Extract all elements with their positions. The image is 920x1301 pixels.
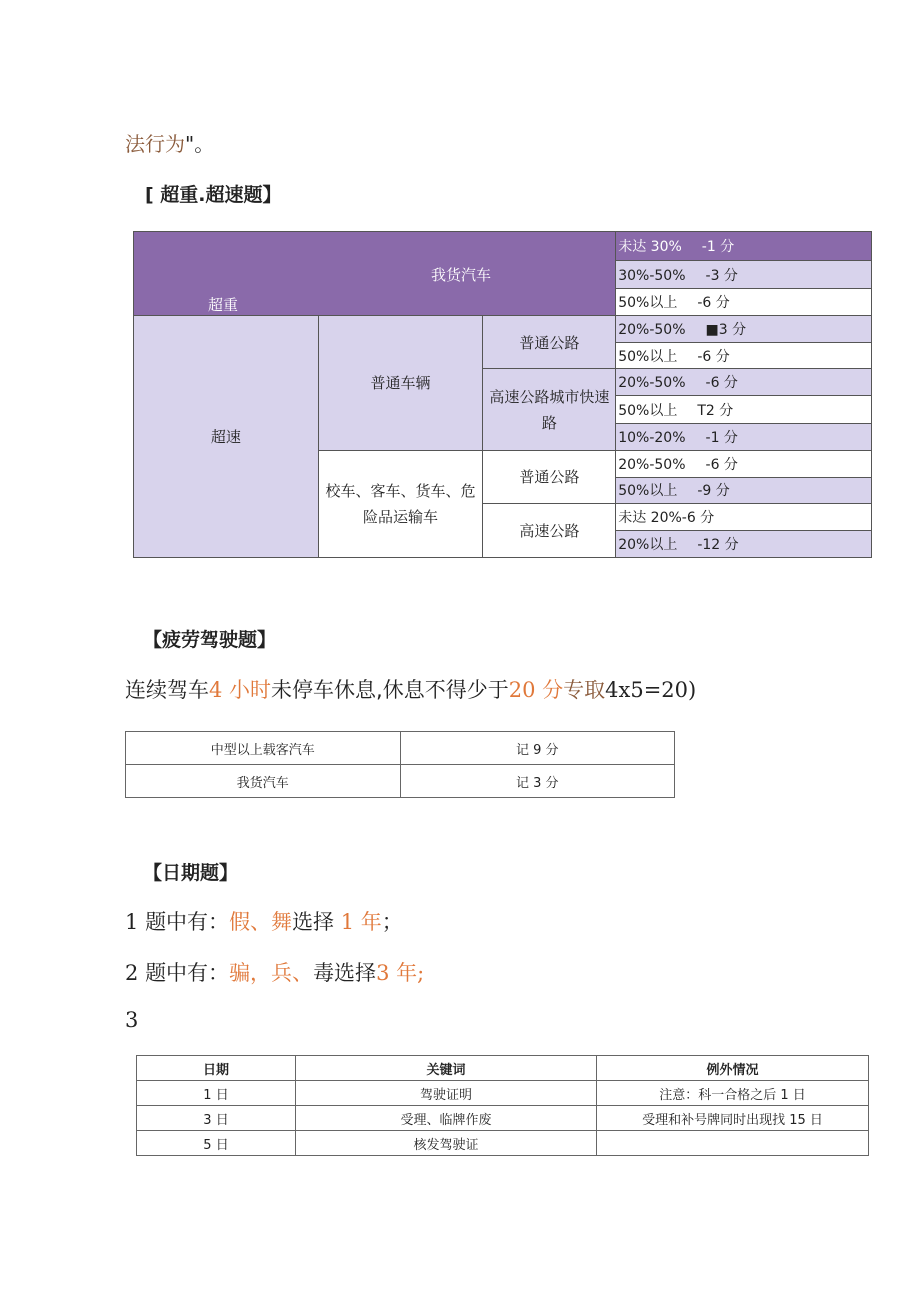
table-row [126,732,675,765]
special-vehicle: 校车、客车、货车、危险品运输车 [318,450,483,557]
table-row [137,1106,869,1131]
special-highway-row-2: 20%以上 -12 分 [616,530,872,557]
overweight-row-3: 50%以上 -6 分 [616,289,872,316]
fatigue-text: 连续驾车4 小时未停车休息,休息不得少于20 分专取4x5=20) [125,678,697,702]
highway-row-1: 20%-50% -6 分 [616,369,872,396]
date-line-3: 3 [125,1008,139,1032]
speeding-heading: [ 超重.超速题】 [145,184,282,206]
fatigue-vehicle-1: 中型以上载客汽车 [126,732,401,765]
table-cell: 受理和补号牌同时出现找 15 日 [597,1106,869,1131]
overweight-speeding-table [133,231,872,558]
fatigue-heading: 【疲劳驾驶题】 [143,629,277,651]
table-cell: 核发驾驶证 [296,1131,597,1156]
date-heading: 【日期题】 [143,862,239,884]
table-cell: 驾驶证明 [296,1081,597,1106]
date-table [136,1055,869,1156]
table-cell: 注意：科一合格之后 1 日 [597,1081,869,1106]
special-highway: 高速公路 [483,503,616,557]
table-header-row [137,1056,869,1081]
special-normal-row-2: 50%以上 -9 分 [616,477,872,503]
header-date: 日期 [137,1056,296,1081]
date-line-2: 2 题中有：骗，兵、毒选择3 年; [125,961,425,985]
normal-vehicle: 普通车辆 [318,316,483,450]
fatigue-points-2: 记 3 分 [400,765,675,798]
normal-road-row-1: 20%-50% ■3 分 [616,316,872,343]
normal-road: 普通公路 [483,316,616,369]
special-normal-road: 普通公路 [483,450,616,503]
overweight-row-2: 30%-50% -3 分 [616,261,872,289]
overweight-cell [134,232,616,316]
highway-row-2: 50%以上 T2 分 [616,396,872,423]
overweight-label: 超重 [208,296,239,314]
table-row [126,765,675,798]
speeding-label: 超速 [134,316,319,558]
intro-prefix: 法行为 [125,132,185,156]
overweight-vehicle: 我货汽车 [431,266,492,284]
table-cell: 1 日 [137,1081,296,1106]
highway-label: 高速公路城市快速路 [483,369,616,450]
table-cell: 3 日 [137,1106,296,1131]
fatigue-points-1: 记 9 分 [400,732,675,765]
special-normal-row-1: 20%-50% -6 分 [616,450,872,477]
intro-line [125,128,214,157]
table-row [137,1131,869,1156]
table-cell: 受理、临牌作废 [296,1106,597,1131]
fatigue-vehicle-2: 我货汽车 [126,765,401,798]
table-cell: 5 日 [137,1131,296,1156]
table-row [137,1081,869,1106]
table-cell [597,1131,869,1156]
fatigue-table [125,731,675,798]
overweight-row-1: 未达 30% -1 分 [616,232,872,261]
header-exception: 例外情况 [597,1056,869,1081]
date-line-1: 1 题中有：假、舞选择 1 年； [125,910,403,934]
highway-row-3: 10%-20% -1 分 [616,423,872,450]
normal-road-row-2: 50%以上 -6 分 [616,343,872,369]
special-highway-row-1: 未达 20%-6 分 [616,503,872,530]
intro-suffix: "。 [185,132,215,156]
header-keyword: 关键词 [296,1056,597,1081]
